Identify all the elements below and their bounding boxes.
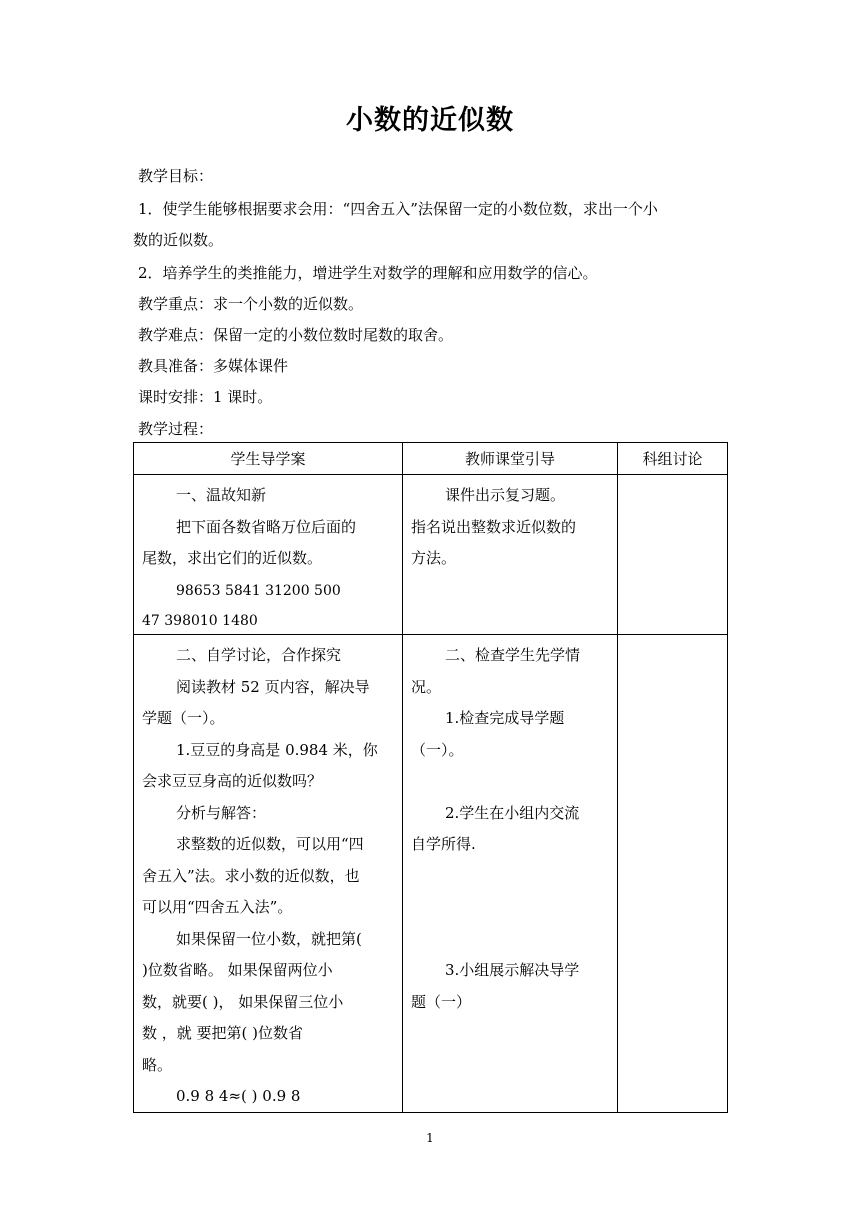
row2-student-line: 可以用“四舍五入法”。 [142, 898, 293, 916]
row2-teacher-line: 1.检查完成导学题 [445, 709, 565, 727]
row2-student-line: 求整数的近似数，可以用“四 [176, 835, 364, 853]
row2-discussion-cell [618, 635, 728, 1113]
row1-student-line: 47 398010 1480 [142, 613, 258, 629]
header-teacher: 教师课堂引导 [403, 443, 618, 475]
row2-teacher-line: 题（一） [411, 993, 472, 1011]
row1-teacher-line: 方法。 [411, 549, 457, 567]
row2-teacher-line: 3.小组展示解决导学 [445, 961, 580, 979]
row1-student-line: 98653 5841 31200 500 [176, 583, 341, 599]
row2-teacher-line: 况。 [411, 678, 442, 696]
row2-teacher-line: 二、检查学生先学情 [445, 646, 581, 664]
row2-student-line: 如果保留一位小数，就把第( [176, 930, 362, 948]
row1-student-line: 尾数，求出它们的近似数。 [142, 549, 323, 567]
row2-student-line: )位数省略。 如果保留两位小 [142, 961, 333, 979]
row2-student-line: 阅读教材 52 页内容，解决导 [176, 678, 370, 696]
header-discussion: 科组讨论 [618, 443, 728, 475]
row2-teacher-cell [403, 635, 618, 1113]
row1-teacher-cell [403, 475, 618, 635]
row2-student-line: 略。 [142, 1056, 173, 1074]
table-row [134, 475, 728, 635]
row1-discussion-cell [618, 475, 728, 635]
row2-student-line: 会求豆豆身高的近似数吗？ [142, 772, 323, 790]
process-label: 教学过程： [138, 420, 214, 438]
teaching-tools: 教具准备：多媒体课件 [138, 357, 289, 375]
lesson-table [133, 442, 728, 1113]
row2-student-line: 数 ，就 要把第( )位数省 [142, 1024, 304, 1042]
document-title: 小数的近似数 [346, 105, 514, 136]
page-number: 1 [426, 1131, 434, 1145]
row2-teacher-line: 2.学生在小组内交流 [445, 804, 580, 822]
difficulty: 教学难点：保留一定的小数位数时尾数的取舍。 [138, 326, 454, 344]
key-point: 教学重点：求一个小数的近似数。 [138, 295, 364, 313]
row2-student-line: 舍五入”法。求小数的近似数，也 [142, 867, 360, 885]
row2-teacher-line: （一）。 [411, 741, 464, 759]
row2-student-line: 1.豆豆的身高是 0.984 米，你 [176, 741, 378, 759]
row1-teacher-line: 指名说出整数求近似数的 [411, 518, 577, 536]
objectives-label: 教学目标： [138, 167, 214, 185]
class-schedule: 课时安排：1 课时。 [138, 388, 273, 406]
row2-student-line: 0.9 8 4≈( ) 0.9 8 [176, 1087, 301, 1105]
objective-2: 2．培养学生的类推能力，增进学生对数学的理解和应用数学的信心。 [138, 264, 598, 282]
row1-student-line: 把下面各数省略万位后面的 [176, 518, 357, 536]
header-student: 学生导学案 [134, 443, 403, 475]
row2-student-cell [134, 635, 403, 1113]
row1-teacher-line: 课件出示复习题。 [445, 486, 566, 504]
row2-student-line: 二、自学讨论，合作探究 [176, 646, 342, 664]
table-header-row [134, 443, 728, 475]
row2-student-line: 学题（一）。 [142, 709, 225, 727]
row2-teacher-line: 自学所得. [411, 835, 476, 853]
row1-student-cell [134, 475, 403, 635]
row2-student-line: 分析与解答： [176, 804, 267, 822]
row2-student-line: 数，就要( )， 如果保留三位小 [142, 993, 344, 1011]
objective-1-line2: 数的近似数。 [133, 231, 224, 249]
objective-1-line1: 1．使学生能够根据要求会用：“四舍五入”法保留一定的小数位数，求出一个小 [138, 200, 658, 218]
table-row [134, 635, 728, 1113]
row1-student-line: 一、温故知新 [176, 486, 267, 504]
